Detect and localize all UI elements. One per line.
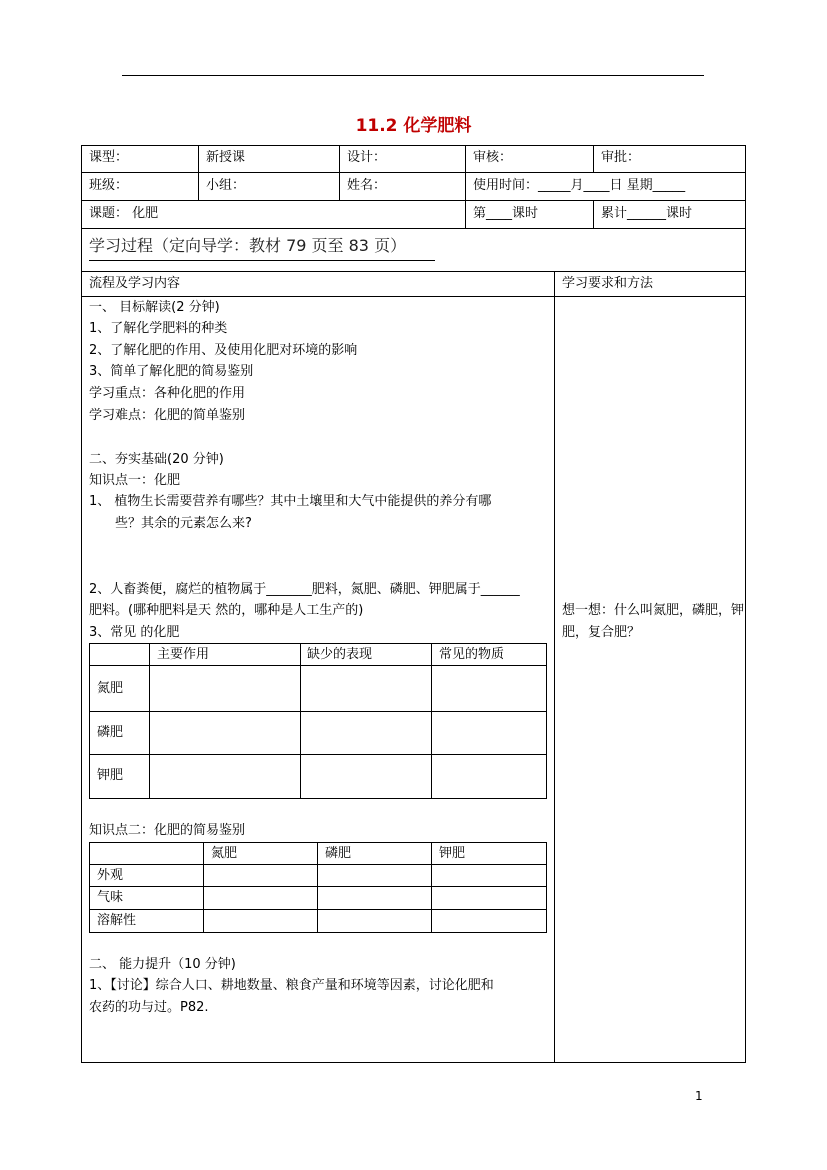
course-type-label: 课型：	[89, 150, 129, 165]
question-1-line1: 1、 植物生长需要营养有哪些？其中土壤里和大气中能提供的养分有哪	[89, 494, 492, 509]
goal-item: 2、了解化肥的作用、及使用化肥对环境的影响	[89, 343, 358, 358]
right-column-heading: 学习要求和方法	[562, 276, 654, 291]
page-title: 11.2 化学肥料	[355, 116, 472, 136]
process-underline	[89, 260, 435, 261]
table2-border	[89, 842, 547, 843]
table-border	[81, 145, 746, 146]
reviewer-label: 审核：	[473, 150, 513, 165]
lesson-number: 第____课时	[473, 206, 539, 221]
usage-time-label: 使用时间：_____月____日 星期_____	[473, 178, 686, 193]
top-rule	[122, 75, 704, 76]
section2-heading: 二、夯实基础(20 分钟)	[89, 452, 224, 467]
approver-label: 审批：	[601, 150, 641, 165]
group-label: 小组：	[206, 178, 246, 193]
section3-heading: 二、 能力提升（10 分钟)	[89, 957, 236, 972]
table-border	[81, 200, 746, 201]
table1-border	[89, 643, 547, 644]
knowledge-point-1: 知识点一：化肥	[89, 473, 181, 488]
class-label: 班级：	[89, 178, 129, 193]
table1-header-substances: 常见的物质	[439, 647, 505, 662]
left-column-heading: 流程及学习内容	[89, 276, 181, 291]
table-border	[81, 296, 746, 297]
table1-header-deficiency: 缺少的表现	[307, 647, 373, 662]
name-label: 姓名：	[347, 178, 387, 193]
side-note: 想一想：什么叫氮肥，磷肥，钾肥，复合肥？	[562, 603, 745, 640]
table-border	[81, 228, 746, 229]
table1-border	[149, 643, 150, 799]
question-2-line2: 肥料。(哪种肥料是天 然的，哪种是人工生产的)	[89, 603, 364, 618]
table2-row-label: 溶解性	[97, 913, 137, 928]
table-border	[745, 145, 746, 1063]
table1-border	[89, 643, 90, 799]
table2-border	[89, 864, 547, 865]
table1-border	[546, 643, 547, 799]
course-type-value: 新授课	[206, 150, 246, 165]
table2-header-potash: 钾肥	[439, 846, 466, 861]
topic-label: 课题： 化肥	[89, 206, 159, 221]
discussion-line1: 1、【讨论】综合人口、耕地数量、粮食产量和环境等因素，讨论化肥和	[89, 978, 494, 993]
table1-row-label: 氮肥	[97, 681, 124, 696]
knowledge-point-2: 知识点二：化肥的简易鉴别	[89, 823, 246, 838]
table2-border	[89, 886, 547, 887]
table2-border	[203, 842, 204, 933]
table1-border	[89, 754, 547, 755]
question-1-line2: 些？其余的元素怎么来?	[115, 516, 252, 531]
table-border	[198, 145, 199, 200]
table1-border	[431, 643, 432, 799]
table2-border	[317, 842, 318, 933]
table2-border	[89, 842, 90, 933]
table2-header-nitrogen: 氮肥	[211, 846, 238, 861]
table-border	[554, 271, 555, 1063]
designer-label: 设计：	[347, 150, 387, 165]
table1-border	[89, 665, 547, 666]
table1-row-label: 磷肥	[97, 725, 124, 740]
table1-border	[89, 798, 547, 799]
question-2-line1: 2、人畜粪便，腐烂的植物属于_______肥料，氮肥、磷肥、钾肥属于______	[89, 582, 520, 597]
table-border	[81, 172, 746, 173]
table2-border	[546, 842, 547, 933]
section1-heading: 一、 目标解读(2 分钟)	[89, 300, 220, 315]
table2-row-label: 外观	[97, 868, 124, 883]
table-border	[81, 271, 746, 272]
question-3: 3、常见 的化肥	[89, 625, 180, 640]
goal-item: 1、了解化学肥料的种类	[89, 321, 228, 336]
table2-header-phosphate: 磷肥	[325, 846, 352, 861]
table2-border	[89, 932, 547, 933]
goal-item: 3、简单了解化肥的简易鉴别	[89, 364, 254, 379]
difficult-point: 学习难点：化肥的简单鉴别	[89, 408, 246, 423]
key-point: 学习重点：各种化肥的作用	[89, 386, 246, 401]
table1-border	[300, 643, 301, 799]
table-border	[339, 145, 340, 200]
process-heading: 学习过程（定向导学：教材 79 页至 83 页）	[89, 236, 407, 255]
page-number: 1	[695, 1089, 703, 1103]
table-border	[593, 200, 594, 228]
table-border	[593, 145, 594, 173]
table2-border	[431, 842, 432, 933]
table-border	[465, 145, 466, 228]
discussion-line2: 农药的功与过。P82.	[89, 1000, 209, 1015]
table2-row-label: 气味	[97, 890, 124, 905]
table-border	[81, 1062, 746, 1063]
table2-border	[89, 909, 547, 910]
table1-row-label: 钾肥	[97, 768, 124, 783]
table1-border	[89, 711, 547, 712]
table-border	[81, 145, 82, 1063]
table1-header-function: 主要作用	[157, 647, 210, 662]
total-lessons: 累计______课时	[601, 206, 693, 221]
